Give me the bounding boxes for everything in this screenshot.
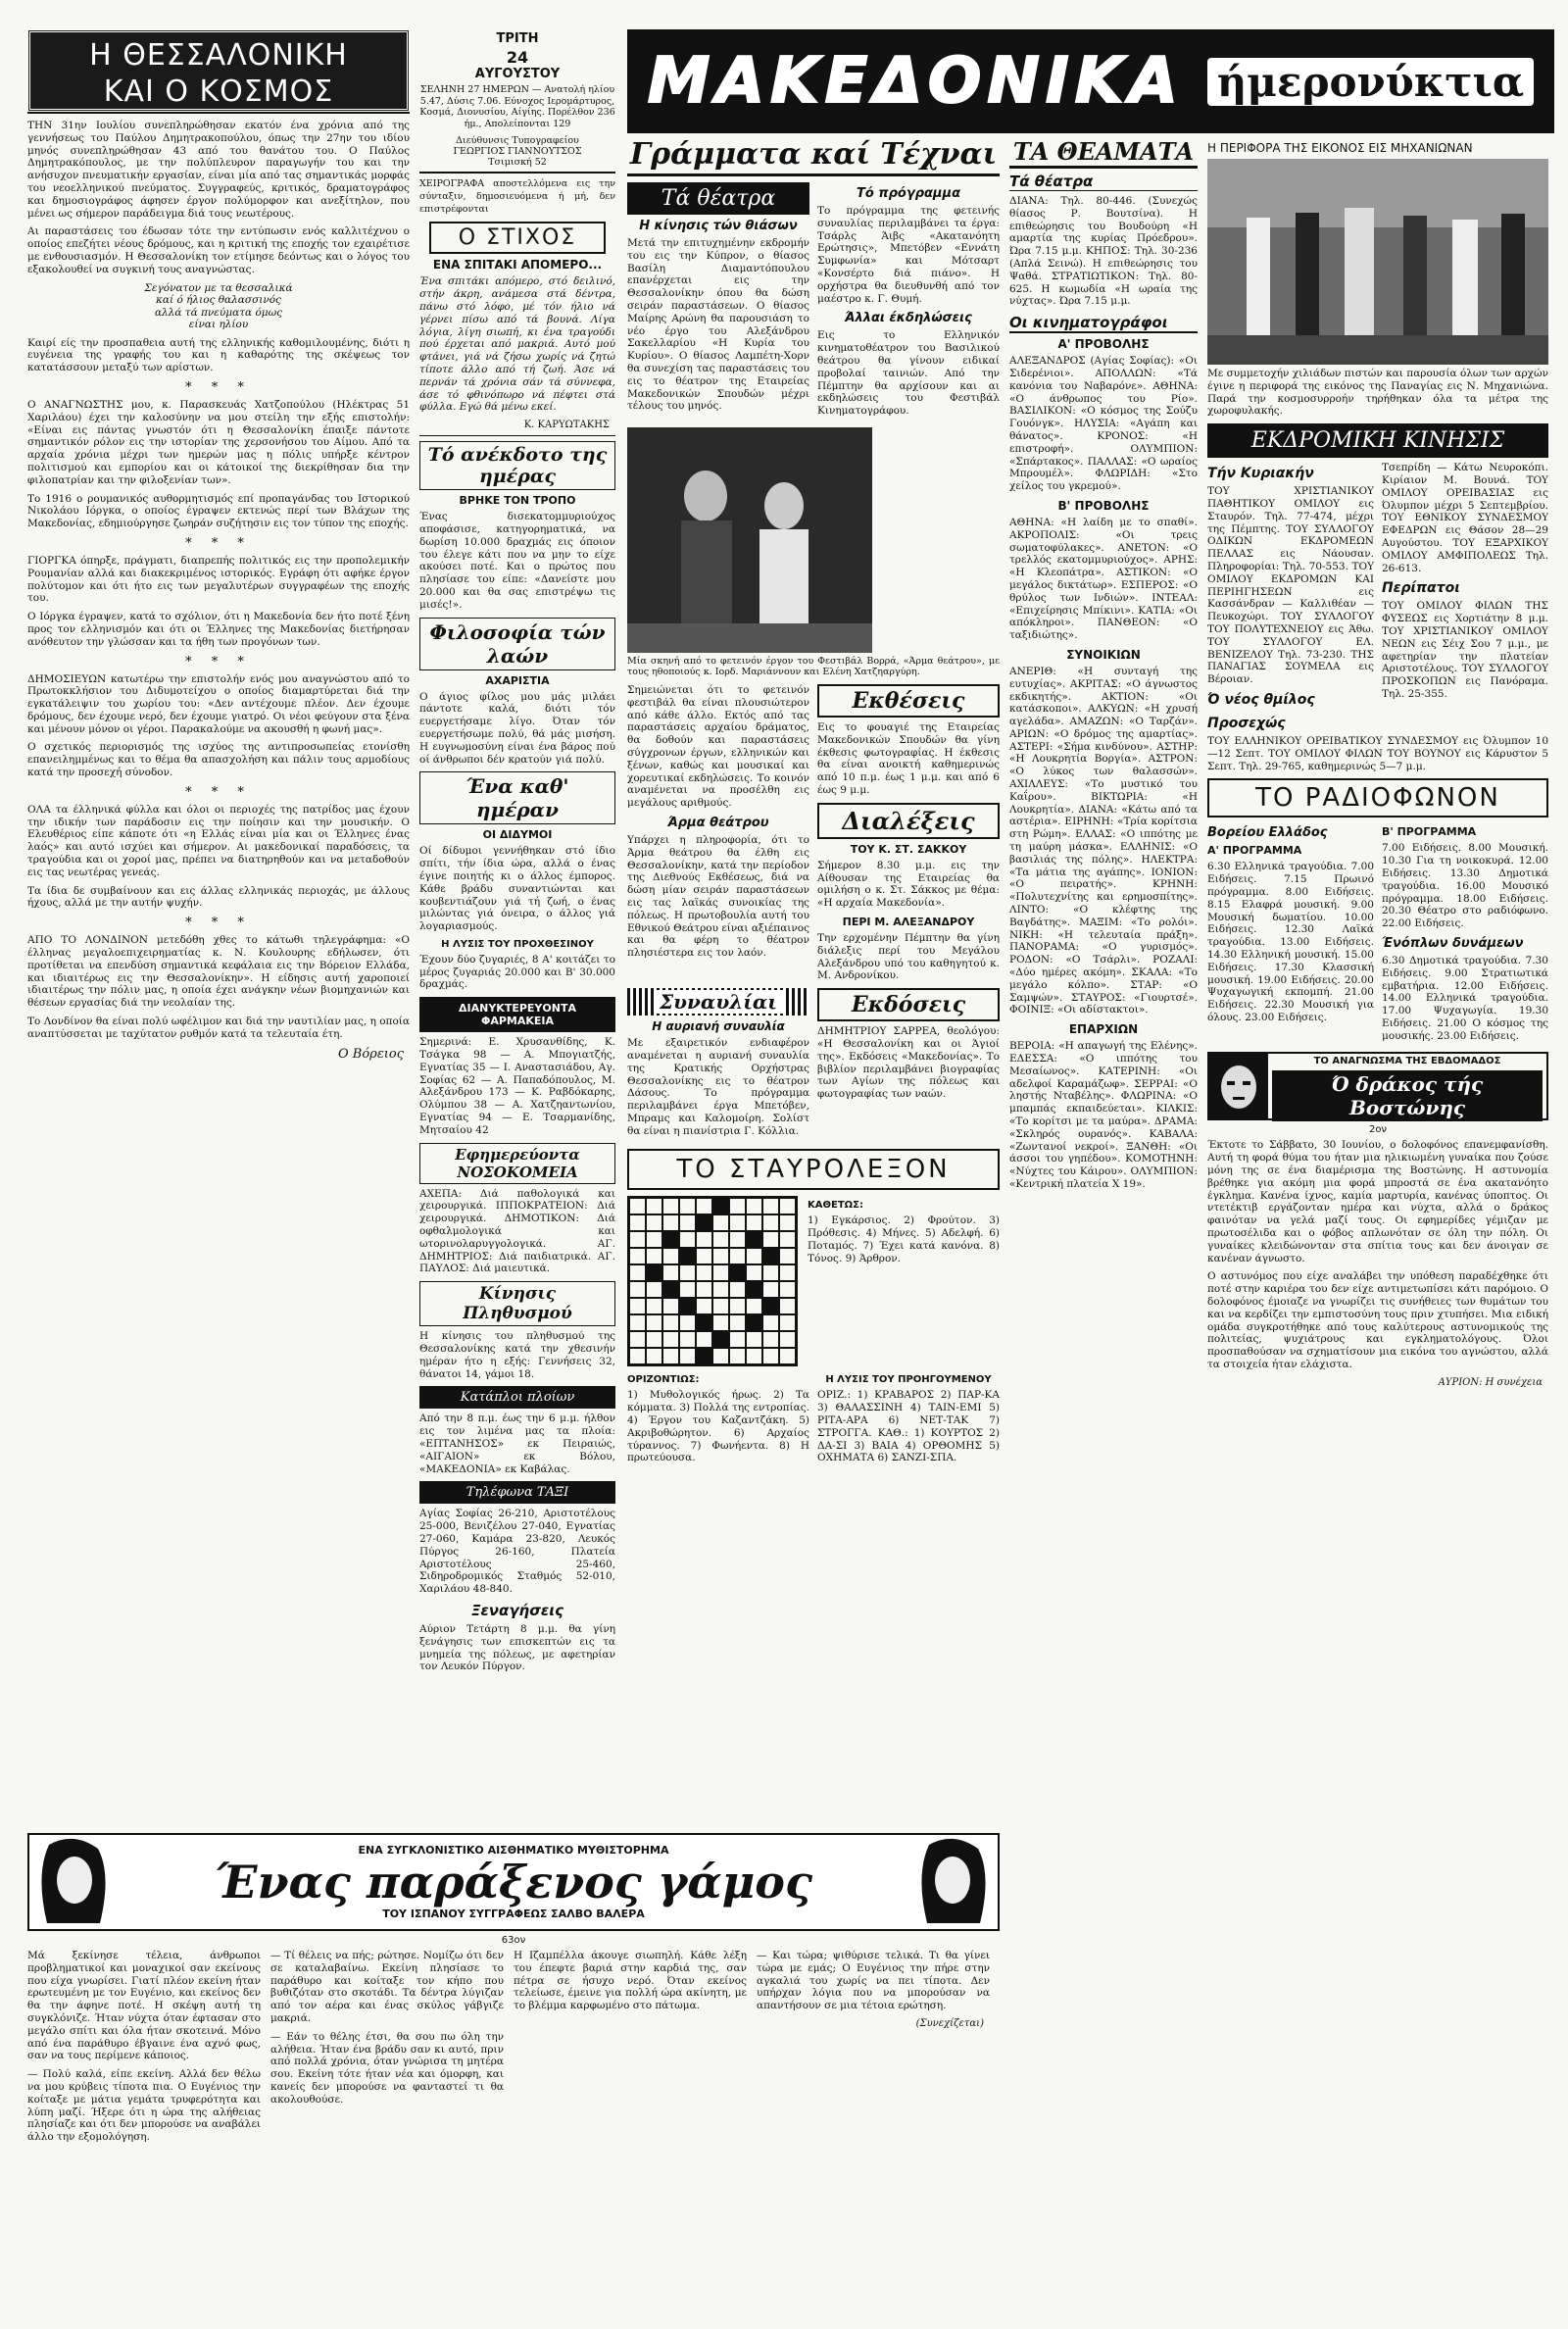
philosophy-subtitle: ΑΧΑΡΙΣΤΙΑ [485, 673, 550, 687]
crossword-cell[interactable] [762, 1214, 779, 1231]
crossword-cell[interactable] [662, 1298, 679, 1314]
crossword-cell[interactable] [646, 1281, 662, 1298]
concert-subtitle: Η αυριανή συναυλία [652, 1019, 785, 1034]
serial-paragraph: — Και τώρα; ψιθύρισε τελικά. Τι θα γίνει τώρα με εμάς; Ο Ευγένιος την πήρε στην αγκαλιά του χωρίς να πει τίποτα. Δεν υπήρχαν λόγια που να μπορούσαν να απαντήσουν σε μια τέτοια ερώτηση. [757, 1950, 990, 2012]
crossword-cell[interactable] [712, 1248, 729, 1264]
column-thessaloniki [27, 29, 410, 1823]
program-b-label: Β' ΠΡΟΓΡΑΜΜΑ [1382, 825, 1477, 839]
crossword-cell[interactable] [696, 1248, 712, 1264]
crossword-cell[interactable] [746, 1214, 762, 1231]
article-paragraph: ΤΗΝ 31ην Ιουλίου συνεπληρώθησαν εκατόν ένα χρόνια από της γεννήσεως του Παύλου Δημητρακοπούλου, όπως την 27ην του ιδίου μηνός συνεπληρώθησαν 43 από του θανάτου του. Ο Παύλος Δημητρακόπουλος, με την πολύπλευρον παραγωγήν του και την ανήσυχον πνευματικήν εργασίαν, είναι μία από τας σημαντικάς μορφάς του νεοελληνικού πνεύματος. Συγγραφεύς, κριτικός, δραματογράφος και δημοσιογράφος άφησεν έργον πολύμορφον και ανεξίτηλον, που μένει ως σήμερον παράδειγμα διά τους νεωτέρους. [27, 120, 410, 220]
crossword-cell[interactable] [712, 1298, 729, 1314]
troupes-title: Η κίνησις τών θιάσων [639, 219, 798, 233]
crossword-cell[interactable] [779, 1214, 796, 1231]
crossword-cell[interactable] [762, 1281, 779, 1298]
procession-illustration [1207, 159, 1548, 365]
taxi-header: Τηλέφωνα ΤΑΞΙ [419, 1481, 615, 1504]
section-separator: * * * [185, 916, 252, 931]
crossword-cell[interactable] [662, 1198, 679, 1214]
crossword-cell[interactable] [679, 1231, 696, 1248]
manuscripts-notice: ΧΕΙΡΟΓΡΑΦΑ αποστελλόμενα εις την σύνταξιν, δημοσιευόμενα ή μή, δεν επιστρέφονται [419, 178, 615, 215]
masthead-subtitle: ήμερονύκτια [1207, 58, 1534, 106]
theatre-scene-illustration [627, 427, 872, 653]
crossword-cell [679, 1248, 696, 1264]
woman-portrait-illustration [29, 1835, 118, 1929]
lectures-title: Διαλέξεις [817, 803, 1000, 839]
serial-paragraph: Η Ιζαμπέλλα άκουγε σιωπηλή. Κάθε λέξη του έπεφτε βαριά στην καρδιά της, σαν πέτρα σε ήσυχο νερό. Όταν εκείνος τελείωσε, έμεινε για πολλή ώρα ακίνητη, με το βλέμμα καρφωμένο στο πάτωμα. [514, 1950, 747, 2012]
across-label: ΟΡΙΖΟΝΤΙΩΣ: [627, 1374, 700, 1386]
column-region [1207, 137, 1548, 2294]
population-text: Η κίνησις του πληθυσμού της Θεσσαλονίκης κατά την χθεσινήν ημέραν ήτο η εξής: Γεννήσεις 32, θάνατοι 14, γάμοι 18. [419, 1330, 615, 1380]
crossword-cell[interactable] [679, 1264, 696, 1281]
ships-header: Κατάπλοι πλοίων [419, 1386, 615, 1409]
crossword-cell[interactable] [762, 1331, 779, 1348]
lecture-text: Σήμερον 8.30 μ.μ. εις την Αίθουσαν της Εταιρείας θα ομιλήση ο κ. Στ. Σάκκος με θέμα: «Η αρχαία Μακεδονία». [817, 859, 1000, 910]
article-paragraph: Ο ΑΝΑΓΝΩΣΤΗΣ μου, κ. Παρασκευάς Χατζοπούλου (Ηλέκτρας 51 Χαριλάου) έχει την καλοσύνην να μου στείλη την εξής επιστολήν: «Είναι εις πάντας γνωστόν ότι η Θεσσαλονίκη έπαιξε πάντοτε σημαντικόν ρόλον εις την ιστορίαν της χερσονήσου του Αίμου. Από τα αρχαία χρόνια μέχρι των ημερών μας η πόλις υπήρξε κέντρον πολιτισμού και εμπορίου και οι κάτοικοί της διεκρίθησαν δια την φιλοπατρίαν και την φιλοξενίαν των». [27, 398, 410, 486]
crossword-cell[interactable] [696, 1231, 712, 1248]
lecture-text: Την ερχομένην Πέμπτην θα γίνη διάλεξις περί του Μεγάλου Αλεξάνδρου υπό του καθηγητού κ. Μ. Ανδρονίκου. [817, 931, 1000, 982]
concert-text: Με εξαιρετικόν ενδιαφέρον αναμένεται η αυριανή συναυλία της Κρατικής Ορχήστρας Θεσσαλονίκης εις το θέατρον Δάσους. Το πρόγραμμα περιλαμβάνει έργα Μπετόβεν, Μπραμς και Καλομοίρη. Σολίστ θα είναι η πιανίστρια Γ. Κόλλια. [627, 1037, 809, 1137]
section-separator: * * * [185, 654, 252, 669]
crossword-cell[interactable] [762, 1264, 779, 1281]
crossword-cell[interactable] [662, 1214, 679, 1231]
crossword-cell[interactable] [629, 1348, 646, 1364]
crossword-cell [746, 1231, 762, 1248]
crossword-cell[interactable] [712, 1214, 729, 1231]
verse-line: Σεγόνατον με τα θεσσαλικά [144, 281, 293, 294]
tours-title: Ξεναγήσεις [470, 1601, 564, 1619]
article-paragraph: Ο Ιόργκα έγραψεν, κατά το σχόλιον, ότι η Μακεδονία δεν ήτο ποτέ ξένη προς τον ελληνισμόν και ότι οι Έλληνες της Μακεδονίας διετήρησαν ανόθευτον την γλώσσαν και τα ήθη των προγόνων των. [27, 611, 410, 648]
crossword-cell[interactable] [729, 1331, 746, 1348]
poem-author: Κ. ΚΑΡΥΩΤΑΚΗΣ [523, 420, 610, 431]
second-run-list: ΑΘΗΝΑ: «Η λαίδη με το σπαθί». ΑΚΡΟΠΟΛΙΣ: «Οι τρεις σωματοφύλακες». ΑΝΕΤΟΝ: «Ο τρελλός εκατομμυριούχος». ΑΡΗΣ: «Η Κλεοπάτρα». ΑΣΤΙΚΟΝ: «Ο μεγάλος δικτάτωρ». ΕΣΠΕΡΟΣ: «Ο θρύλος των Ινδιών». ΙΝΤΕΑΛ: «Επιχείρησις Μπίκινι». ΚΑΤΙΑ: «Οι απόκληροι». ΠΑΝΘΕΟΝ: «Ο ταξιδιώτης». [1009, 516, 1198, 642]
crossword-cell[interactable] [646, 1231, 662, 1248]
section-separator: * * * [185, 379, 252, 395]
serial-header-label: ΕΝΑ ΣΥΓΚΛΟΝΙΣΤΙΚΟ ΑΙΣΘΗΜΑΤΙΚΟ ΜΥΘΙΣΤΟΡΗΜΑ [358, 1844, 669, 1857]
article-paragraph: ΔΗΜΟΣΙΕΥΩΝ κατωτέρω την επιστολήν ενός μου αναγνώστου από το Πρωτοκκλήσιον του Διδυμοτείχου ο οποίος διαμαρτύρεται διά την εγκατάλειψιν του χωρίου του: «Δεν αντέχουμε πλέον. Δεν έχουμε δρόμους, δεν έχουμε νερό, δεν έχουμε γιατρό. Οι νέοι φεύγουν στα ξένα και μένουν μόνον οι γέροι. Παρακαλούμε να ακουσθή η φωνή μας». [27, 672, 410, 735]
crossword-cell[interactable] [629, 1331, 646, 1348]
crossword-cell[interactable] [679, 1214, 696, 1231]
crossword-cell[interactable] [746, 1248, 762, 1264]
upcoming-text: ΤΟΥ ΕΛΛΗΝΙΚΟΥ ΟΡΕΙΒΑΤΙΚΟΥ ΣΥΝΔΕΣΜΟΥ εις Όλυμπον 10—12 Σεπτ. ΤΟΥ ΟΜΙΛΟΥ ΦΙΛΩΝ ΤΟΥ ΒΟΥΝΟΥ εις Κάρυστον 5 Σεπτ. Τηλ. 29-765, καθημερινώς 5—7 μ.μ. [1207, 734, 1548, 772]
arma-text: Υπάρχει η πληροφορία, ότι το Άρμα θεάτρου θα έλθη εις Θεσσαλονίκην, κατά την περίοδον της Διεθνούς Εκθέσεως, διά να δώση μίαν σειράν παραστάσεων εις τας λαϊκάς συνοικίας της πόλεως. Η πρωτοβουλία αυτή του Εθνικού Θεάτρου είναι αξιέπαινος και θα φέρη το θέατρον πλησιέστερα εις τον λαόν. [627, 833, 809, 960]
crossword-cell [696, 1314, 712, 1331]
crossword-cell[interactable] [696, 1331, 712, 1348]
serial-paragraph: — Πολύ καλά, είπε εκείνη. Αλλά δεν θέλω να μου κρύβεις τίποτα πια. Ο Ευγένιος την κοίταξε με μάτια γεμάτα τρυφερότητα και λύπη μαζί. Ήξερε ότι η ώρα της αλήθειας πλησίαζε και ότι δεν μπορούσε να αναβάλει άλλο την εξομολόγηση. [27, 2068, 261, 2144]
crossword-cell [746, 1314, 762, 1331]
crossword-cell[interactable] [629, 1248, 646, 1264]
verse-line: αλλά τά πνεύματα όμως [154, 306, 283, 319]
crossword-header [627, 1149, 1000, 1190]
population-title: Κίνησις Πληθυσμού [419, 1281, 615, 1326]
section-separator: * * * [185, 784, 252, 800]
pharmacies-header: ΔΙΑΝΥΚΤΕΡΕΥΟΝΤΑ ΦΑΡΜΑΚΕΙΑ [419, 997, 615, 1032]
procession-title: Η ΠΕΡΙΦΟΡΑ ΤΗΣ ΕΙΚΟΝΟΣ ΕΙΣ ΜΗΧΑΝΙΩΝΑΝ [1207, 141, 1473, 155]
crossword-cell[interactable] [646, 1198, 662, 1214]
walks-text: ΤΟΥ ΟΜΙΛΟΥ ΦΙΛΩΝ ΤΗΣ ΦΥΣΕΩΣ εις Χορτιάτην 8 μ.μ. ΤΟΥ ΧΡΙΣΤΙΑΝΙΚΟΥ ΟΜΙΛΟΥ ΝΕΩΝ εις Σέιχ Σου 7 μ.μ., με αφετηρίαν την πλατείαν Αριστοτέλους. ΤΟΥ ΣΥΛΛΟΓΟΥ ΠΡΟΣΚΟΠΩΝ εις Πανόραμα. Τηλ. 25-355. [1382, 600, 1548, 700]
publications-text: ΔΗΜΗΤΡΙΟΥ ΣΑΡΡΕΑ, θεολόγου: «Η Θεσσαλονίκη και οι Άγιοί της». Εκδόσεις «Μακεδονίας». Το βιβλίον περιλαμβάνει βιογραφίας των Αγίων της πόλεως και φωτογραφίας των ναών. [817, 1025, 1000, 1101]
serial-title: Ό δράκος τής Βοστώνης [1272, 1070, 1543, 1121]
procession-caption: Με συμμετοχήν χιλιάδων πιστών και παρουσία όλων των αρχών έγινε η περιφορά της εικόνος της Παναγίας εις Ν. Μηχανιώνα. Παρά την κοσμοσυρροήν τηρήθηκαν όλα τα μέτρα της χωροφυλακής. [1207, 368, 1548, 418]
crossword-cell[interactable] [696, 1281, 712, 1298]
neighborhood-list: ΑΝΕΡΙΘ: «Η συνταγή της ευτυχίας». ΑΚΡΙΤΑΣ: «Ο άγνωστος εκδικητής». ΑΚΤΙΟΝ: «Οι κατάσκοποι». ΑΛΚΥΩΝ: «Η χρυσή αγελάδα». ΑΜΑΖΩΝ: «Ο Ταρζάν». ΑΡΙΩΝ: «Ο δρόμος της αμαρτίας». ΑΣΤΕΡΙ: «Σήμα κινδύνου». ΑΣΤΗΡ: «Η Λουκρητία Βοργία». ΑΣΤΡΟΝ: «Ο λύκος των θαλασσών». ΑΧΙΛΛΕΥΣ: «Το μυστικό του Καΐρου». ΒΙΚΤΩΡΙΑ: «Η Λουκρητία». ΔΙΑΝΑ: «Κάτω από τα αστέρια». ΕΙΡΗΝΗ: «Τρία κορίτσια στη Ρώμη». ΕΛΛΑΣ: «Ο ιππότης με τη μαύρη μάσκα». ΕΛΛΗΝΙΣ: «Ο βασιλιάς της πόλης». ΗΛΕΚΤΡΑ: «Τα μάτια της αγάπης». ΙΟΝΙΟΝ: «Ο πειρατής». ΚΡΗΝΗ: «Πολυτεχνίτης και ερημοσπίτης». ΛΙΝΤΟ: «Ο κλέφτης της Βαγδάτης». ΜΑΞΙΜ: «Το ρολόι». ΝΙΚΗ: «Η τελευταία πράξη». ΠΑΝΟΡΑΜΑ: «Ο γυρισμός». ΡΟΔΟΝ: «Ο Τσάρλι». ΡΟΖΑΛΙ: «Δύο ημέρες ακόμη». ΣΚΑΛΑ: «Το μεγάλο κόλπο». ΣΤΑΡ: «Ο Σαμψών». ΣΤΑΥΡΟΣ: «Γιουρτσέ». ΦΟΙΝΙΞ: «Οι αδίστακτοι». [1009, 665, 1198, 1016]
crossword-solution-title: Η ΛΥΣΙΣ ΤΟΥ ΠΡΟΗΓΟΥΜΕΝΟΥ [825, 1374, 992, 1386]
program-a-label: Α' ΠΡΟΓΡΑΜΜΑ [1207, 844, 1302, 858]
date-day-number: 24 [506, 48, 529, 67]
daily-title: Ένα καθ' ημέραν [419, 771, 615, 824]
crossword-cell[interactable] [629, 1298, 646, 1314]
crossword-cell [696, 1214, 712, 1231]
article-paragraph: ΑΠΟ ΤΟ ΛΟΝΔΙΝΟΝ μετεδόθη χθες το κάτωθι τηλεγράφημα: «Ο έλληνας μεγαλοεπιχειρηματίας κ. Ν. Κουλουρης εδήλωσεν, ότι προτίθεται να επενδύση σημαντικά κεφάλαια εις την Βόρειον Ελλάδα, και ιδιαιτέρως εις την Θεσσαλονίκην». Η είδησις αυτή χαροποιεί ιδιαιτέρως την πόλιν μας, η οποία έχει ανάγκην νέων βιομηχανιών και θέσεων εργασίας διά την νεολαίαν της. [27, 934, 410, 1010]
first-run-label: Α' ΠΡΟΒΟΛΗΣ [1057, 337, 1150, 352]
crossword-cell[interactable] [646, 1214, 662, 1231]
radio-region: Βορείου Ελλάδος [1207, 825, 1328, 841]
printer-name: ΓΕΩΡΓΙΟΣ ΓΙΑΝΝΟΥΤΣΟΣ [453, 146, 582, 157]
exhibitions-text: Εις το φουαγιέ της Εταιρείας Μακεδονικών Σπουδών θα γίνη έκθεσις φωτογραφίας. Η έκθεσις θα είναι ανοικτή καθημερινώς από 10 π.μ. έως 1 μ.μ. και από 6 έως 9 μ.μ. [817, 720, 1000, 796]
crossword-cell[interactable] [746, 1264, 762, 1281]
crossword-title: ΤΟ ΣΤΑΥΡΟΛΕΞΟΝ [676, 1155, 951, 1185]
crossword-solution: ΟΡΙΖ.: 1) ΚΡΑΒΑΡΟΣ 2) ΠΑΡ-ΚΑ 3) ΘΑΛΑΣΣΙΝΗ 4) ΤΑΙΝ-ΕΜΙ 5) ΡΙΤΑ-ΑΡΑ 6) ΝΕΤ-ΤΑΚ 7) ΣΤΡΟΓΓΑ. ΚΑΘ.: 1) ΚΟΥΡΤΟΣ 2) ΔΑ-ΣΙ 3) ΒΑΙΑ 4) ΟΡΘΟΜΗΣ 5) ΟΧΗΜΑΤΑ 6) ΣΑΝΖΙ-ΣΠΑ. [817, 1389, 1000, 1464]
article-paragraph: Τα ίδια δε συμβαίνουν και εις άλλας ελληνικάς περιοχάς, με άλλους ήχους, αλλά με την αυτήν ψυχήν. [27, 884, 410, 910]
philosophy-text: Ο άγιος φίλος μου μάς μιλάει πάντοτε καλά, διότι τόν ευεργετήσαμε λίγο. Όταν τόν ευεργετήσωμε πολύ, θά μάς μισήση. Η ευγνωμοσύνη είναι ένα βάρος πού οί άνθρωποι δέν κρατούν γιά πολύ. [419, 690, 615, 766]
masthead-title: ΜΑΚΕΔΟΝΙΚΑ [647, 45, 1184, 118]
crossword-cell[interactable] [629, 1214, 646, 1231]
crossword-cell [712, 1198, 729, 1214]
crossword-cell[interactable] [712, 1314, 729, 1331]
theatre-label: Τά θέατρα [627, 182, 809, 215]
procession-photo [1207, 159, 1548, 365]
sunday-text-continued: Τσεπρίδη — Κάτω Νευροκόπι. Κιρίαιον Μ. Βουνά. ΤΟΥ ΟΜΙΛΟΥ ΟΡΕΙΒΑΣΙΑΣ εις Όλυμπον μέχρι 5 Σεπτεμβρίου. ΤΟΥ ΕΘΝΙΚΟΥ ΣΥΝΔΕΣΜΟΥ ΕΦΕΔΡΩΝ εις Θάσον 28—29 Αυγούστου. ΤΟΥ ΕΞΑΡΧΙΚΟΥ ΟΜΙΛΟΥ ΑΜΦΙΠΟΛΕΩΣ Τηλ. 26-613. [1382, 462, 1548, 574]
article-paragraph: Το 1916 ο ρουμανικός αυθορμητισμός επί προπαγάνδας του Ιστορικού Νικολάου Ιόργκα, ο οποίος έγραψεν εκτενώς περί των Βλάχων της Μακεδονίας, εδημιούργησε ζωηράν συζήτησιν εις τον τύπον της εποχής. [27, 492, 410, 530]
stixos-title: Ο ΣΤΙΧΟΣ [458, 225, 577, 251]
crossword-cell [696, 1348, 712, 1364]
date-month: ΑΥΓΟΥΣΤΟΥ [474, 67, 561, 81]
crossword-cell [679, 1298, 696, 1314]
crossword-cell[interactable] [662, 1248, 679, 1264]
solution-title: Η ΛΥΣΙΣ ΤΟΥ ΠΡΟΧΘΕΣΙΝΟΥ [441, 938, 594, 950]
crossword-cell[interactable] [629, 1231, 646, 1248]
date-weekday: ΤΡΙΤΗ [496, 31, 539, 46]
author-signature: Ο Βόρειος [338, 1046, 404, 1062]
serial-author: ΤΟΥ ΙΣΠΑΝΟΥ ΣΥΓΓΡΑΦΕΩΣ ΣΑΛΒΟ ΒΑΛΕΡΑ [382, 1908, 645, 1920]
neighborhood-label: ΣΥΝΟΙΚΙΩΝ [1066, 647, 1141, 662]
crossword-cell[interactable] [762, 1231, 779, 1248]
anecdote-title: Τό ανέκδοτο της ημέρας [419, 441, 615, 490]
column-daily-info [419, 29, 615, 1823]
crossword-cell[interactable] [679, 1281, 696, 1298]
article-paragraph: Το Λονδίνον θα είναι πολύ ωφέλιμον και διά την ναυτιλίαν μας, η οποία αναπτύσσεται με ταχύτατον ρυθμόν κατά τα τελευταία έτη. [27, 1016, 410, 1040]
printer-label: Διεύθυνσις Τυπογραφείου [456, 135, 579, 146]
concerts-title-text: Συναυλίαι [654, 990, 783, 1014]
lecture-subtitle: ΠΕΡΙ Μ. ΑΛΕΞΑΝΔΡΟΥ [842, 915, 975, 928]
taxi-text: Αγίας Σοφίας 26-210, Αριστοτέλους 25-000, Βενιζέλου 27-040, Εγνατίας 27-060, Καμάρα 23-820, Λευκός Πύργος 26-160, Πλατεία Αριστοτέλους 25-460, Σιδηροδρομικός Σταθμός 52-010, Χαριλάου 48-840. [419, 1508, 615, 1596]
serial-banner [27, 1833, 1000, 1931]
article-paragraph: Αι παραστάσεις του έδωσαν τότε την εντύπωσιν ενός καλλιτέχνου ο οποίος επεζήτει νέους δρόμους, και η κριτική της εποχής τον εχαιρέτισε με ενθουσιασμόν. Η Θεσσαλονίκη τον ετίμησε δεόντως και ο λόγος του εξακολουθεί να συγκινή τους αναγνώστας. [27, 225, 410, 275]
other-events-title: Άλλαι έκδηλώσεις [845, 311, 972, 326]
crossword-cell [662, 1231, 679, 1248]
crossword-cell [712, 1331, 729, 1348]
crossword-cell[interactable] [646, 1314, 662, 1331]
theatres-list: ΔΙΑΝΑ: Τηλ. 80-446. (Συνεχώς θίασος Ρ. Βουτσίνα). Η επιθεώρησις του Βουδούρη «Η αμαρτία της κυρίας Πρόεδρου». Ώρα 7.15 μ.μ. ΚΗΠΟΣ: Τηλ. 30-236 (Απλά Σεινώ). Η επιθεώρησις του Ψαθά. ΣΤΡΑΤΙΩΤΙΚΟΝ: Τηλ. 80-625. Η κωμωδία «Η ωραία της νύχτας». Ώρα 7.15 μ.μ. [1009, 195, 1198, 308]
anecdote-subtitle: ΒΡΗΚΕ ΤΟΝ ΤΡΟΠΟ [459, 494, 576, 508]
ships-text: Από την 8 π.μ. έως την 6 μ.μ. ήλθον εις τον λιμένα μας τα πλοία: «ΕΠΤΑΝΗΣΟΣ» εκ Πειραιώς, «ΑΙΓΑΙΟΝ» εκ Βόλου, «ΜΑΚΕΔΟΝΙΑ» εκ Καβάλας. [419, 1412, 615, 1475]
crossword-cell[interactable] [779, 1231, 796, 1248]
crossword-cell[interactable] [779, 1348, 796, 1364]
crossword-cell[interactable] [779, 1198, 796, 1214]
crossword-cell[interactable] [712, 1231, 729, 1248]
upcoming-label: Προσεχώς [1207, 715, 1286, 731]
stixos-subtitle: ΕΝΑ ΣΠΙΤΑΚΙ ΑΠΟΜΕΡΟ... [432, 258, 603, 273]
crossword-cell[interactable] [646, 1298, 662, 1314]
crossword-cell[interactable] [646, 1248, 662, 1264]
program-a-text: 6.30 Ελληνικά τραγούδια. 7.00 Ειδήσεις. 7.15 Πρωινό πρόγραμμα. 8.00 Ειδήσεις. 8.15 Ελαφρά μουσική. 9.00 Μουσική δωματίου. 10.00 Ειδήσεις. 12.30 Λαϊκά τραγούδια. 13.00 Ειδήσεις. 14.30 Ελληνική μουσική. 15.00 Ειδήσεις. 17.30 Κλασσική μουσική. 19.00 Ειδήσεις. 20.00 Ψυχαγωγική εκπομπή. 21.00 Ειδήσεις. 22.30 Μουσική για όλους. 23.00 Ειδήσεις. [1207, 861, 1374, 1023]
crossword-cell[interactable] [729, 1198, 746, 1214]
date-details: ΣΕΛΗΝΗ 27 ΗΜΕΡΩΝ — Ανατολή ηλίου 5.47, Δύσις 7.06. Εύνοχος Ιερομάρτυρος, Κοσμά, Διονυσίου, Αίγίης. Πορέλθον 236 ήμ., Απολείπονται 129 [419, 84, 615, 129]
verse-line: είναι ηλίου [188, 319, 249, 331]
tours-text: Αύριον Τετάρτη 8 μ.μ. θα γίνη ξενάγησις των επισκεπτών εις τα μνημεία της πόλεως, με αφετηρίαν τον Λευκόν Πύργον. [419, 1622, 615, 1673]
crossword-cell[interactable] [629, 1281, 646, 1298]
crossword-cell[interactable] [629, 1314, 646, 1331]
crossword-cell[interactable] [696, 1298, 712, 1314]
article-paragraph: Ο σχετικός περιορισμός της ισχύος της αντιπροσωπείας ετονίσθη επανειλημμένως και το θέμα θα απασχολήση και πάλιν τους αρμοδίους κατά την προσεχή σύνοδον. [27, 741, 410, 779]
serial-text: Ο αστυνόμος που είχε αναλάβει την υπόθεση παραδέχθηκε ότι ποτέ στην καριέρα του δεν είχε αντιμετωπίσει κάτι παρόμοιο. Ο δολοφόνος έμοιαζε να γνωρίζει τις συνήθειες των θυμάτων του και να κερδίζει την εμπιστοσύνη τους πριν χτυπήσει. Μια ειδική ομάδα συγκροτήθηκε από τους καλύτερους αστυνομικούς της πολιτείας, ψυχιάτρους και εγκληματολόγους. Όλοι προσπαθούσαν να σχηματίσουν μια εικόνα του αγνώστου, αλλά τα στοιχεία ήταν ελάχιστα. [1207, 1270, 1548, 1371]
crossword-cell[interactable] [746, 1298, 762, 1314]
exhibitions-title: Εκθέσεις [817, 684, 1000, 718]
lecture-subtitle: ΤΟΥ Κ. ΣΤ. ΣΑΚΚΟΥ [850, 842, 967, 856]
crossword-cell[interactable] [662, 1331, 679, 1348]
daily-text: Οί δίδυμοι γεννήθηκαν στό ίδιο σπίτι, τήν ίδια ώρα, αλλά ο ένας έγινε ποιητής κι ο άλλος έμπορος. Κάθε βράδυ συναντιώνται και κουβεντιάζουν γιά τή ζωή, ο ένας μιλώντας γιά όνειρα, ο άλλος γιά λογαριασμούς. [419, 845, 615, 933]
crossword-cell[interactable] [646, 1348, 662, 1364]
crossword-cell[interactable] [779, 1248, 796, 1264]
crossword-cell[interactable] [679, 1314, 696, 1331]
new-club-label: Ό νέος θμίλος [1207, 691, 1315, 708]
crossword-cell[interactable] [729, 1314, 746, 1331]
stixos-header [429, 222, 606, 254]
philosophy-title: Φιλοσοφία τών λαών [419, 618, 615, 670]
serial-paragraph: — Εάν το θέλης έτσι, θα σου πω όλη την αλήθεια. Ήταν ένα βράδυ σαν κι αυτό, πριν από πολλά χρόνια, όταν γνώρισα τη μητέρα σου. Εκείνη τότε ήταν νέα και όμορφη, και κανείς δεν μπορούσε να φανταστεί τι θα ακολουθούσε. [270, 2030, 504, 2106]
hospitals-title: Εφημερεύοντα ΝΟΣΟΚΟΜΕΙΑ [419, 1143, 615, 1184]
shows-title: ΤΑ ΘΕΑΜΑΤΑ [1009, 137, 1198, 169]
crossword-cell [646, 1264, 662, 1281]
crossword-cell[interactable] [679, 1348, 696, 1364]
crossword-cell[interactable] [779, 1281, 796, 1298]
printer-address: Τσιμισκή 52 [488, 157, 547, 168]
radio-header [1207, 778, 1548, 818]
crossword-cell[interactable] [729, 1231, 746, 1248]
weekly-reading-label: ΤΟ ΑΝΑΓΝΩΣΜΑ ΤΗΣ ΕΒΔΟΜΑΔΟΣ [1313, 1055, 1501, 1066]
main-masthead [627, 29, 1554, 133]
crossword-cell[interactable] [779, 1314, 796, 1331]
serial-title: Ένας παράξενος γάμος [215, 1856, 812, 1908]
crossword-cell[interactable] [662, 1314, 679, 1331]
publications-title: Εκδόσεις [817, 988, 1000, 1021]
episode-number: 2ον [1368, 1124, 1388, 1136]
crossword-cell [746, 1281, 762, 1298]
crossword-cell [762, 1298, 779, 1314]
crossword-cell[interactable] [729, 1281, 746, 1298]
concerts-title [627, 988, 809, 1016]
program-text: Το πρόγραμμα της φετεινής συναυλίας περιλαμβάνει τα έργα: Τσάρλς Άιβς «Ακατανόητη Ερώτησις», Μπετόβεν «Εννάτη Συμφωνία» και Μότσαρτ «Κονσέρτο διά πιάνο». Η ορχήστρα θα διευθυνθή από τον μαέστρο κ. Γ. Θυμή. [817, 205, 1000, 305]
anecdote-text: Ένας δισεκατομμυριούχος αποφάσισε, κατηγορηματικά, να δωρίση 10.000 δραχμάς εις όποιον του έλεγε κάτι που να μην το είχε ακούσει ποτέ. Και ο πρώτος που πλησίασε του είπε: «Δανείστε μου 20.000 και θα σας επιστρέψω τις μισές!». [419, 511, 615, 611]
photo-caption: Μία σκηνή από το φετεινόν έργον του Φεστιβάλ Βορρά, «Άρμα θεάτρου», με τους ηθοποιούς κ. Ιορδ. Μαριάννουν και Ελένη Χατζηαργύρη. [627, 655, 1000, 678]
crossword-cell[interactable] [762, 1314, 779, 1331]
sunday-text: ΤΟΥ ΧΡΙΣΤΙΑΝΙΚΟΥ ΠΑΘΗΤΙΚΟΥ ΟΜΙΛΟΥ εις Σταυρόν. Τηλ. 77-474, μέχρι της Πέμπτης. ΤΟΥ ΣΥΛΛΟΓΟΥ ΟΔΙΚΩΝ ΕΚΔΡΟΜΕΩΝ ΠΕΛΛΑΣ εις Νάουσαν. Πληροφορίαι: Τηλ. 70-553. ΤΟΥ ΟΜΙΛΟΥ ΕΚΔΡΟΜΩΝ ΚΑΙ ΠΕΡΙΗΓΗΣΕΩΝ εις Κασσάνδραν — Καλλιθέαν — Πευκοχώρι. ΤΟΥ ΣΥΛΛΟΓΟΥ ΤΟΥ ΠΟΛΥΤΕΧΝΕΙΟΥ εις Άθω. ΤΟΥ ΣΥΛΛΟΓΟΥ ΕΛ. ΒΕΝΙΖΕΛΟΥ Τηλ. 73-230. ΤΗΣ ΠΑΝΑΓΙΑΣ ΣΟΥΜΕΛΑ εις Βέροιαν. [1207, 485, 1374, 686]
arma-title: Άρμα θεάτρου [667, 815, 769, 830]
section-title-line1: Η ΘΕΣΣΑΛΟΝΙΚΗ [89, 38, 348, 73]
article-paragraph: ΟΛΑ τα έλληνικά φύλλα και όλοι οι περιοχές της πατρίδος μας έχουν την ιδικήν των παράδοσιν εις την ποίησιν και την μουσικήν. Ο Ελευθέριος είπε κάποτε ότι «η Ελλάς είναι μία και οι Έλληνες ένας λαός» και αυτό ισχύει και σήμερον. Αι μακεδονικαί παραδόσεις, τα τραγούδια και οι χοροί μας, πρέπει να διατηρηθούν και να μεταδοθούν εις τας νεωτέρας γενεάς. [27, 803, 410, 878]
crossword-cell[interactable] [662, 1264, 679, 1281]
column-arts [627, 137, 1000, 1823]
crossword-grid[interactable] [627, 1196, 798, 1366]
verse-line: καί ό ήλιος θαλασσινός [156, 294, 281, 307]
crossword-cell[interactable] [729, 1214, 746, 1231]
second-run-label: Β' ΠΡΟΒΟΛΗΣ [1057, 498, 1150, 513]
hospitals-text: ΑΧΕΠΑ: Διά παθολογικά και χειρουργικά. ΙΠΠΟΚΡΑΤΕΙΟΝ: Διά χειρουργικά. ΔΗΜΟΤΙΚΟΝ: Διά οφθαλμολογικά και ωτορινολαρυγγολογικά. ΑΓ. ΔΗΜΗΤΡΙΟΣ: Διά παιδιατρικά. ΑΓ. ΠΑΥΛΟΣ: Διά μαιευτικά. [419, 1187, 615, 1275]
article-paragraph: Καιρί είς την προσπαθεια αυτή της ελληνικής καθομιλουμένης, διότι η ευγένεια της γραφής του και η καθαρότης της σκέψεως τον κατατάσσουν μεταξύ των αρίστων. [27, 336, 410, 374]
provinces-label: ΕΠΑΡΧΙΩΝ [1068, 1022, 1139, 1037]
poem-text: Ένα σπιτάκι απόμερο, στό δειλινό, στήν άκρη, ανάμεσα στά δέντρα, πάνω στό λόφο, μέ τόν ήλιο νά γέρνει πίσω από τά βουνά. Λίγα λόγια, λίγη σιωπή, κι ένα τραγούδι πού έρχεται από μακριά. Αυτό μού φτάνει, γιά νά ζήσω χωρίς νά ζητώ τίποτε άλλο από τή ζωή. Άσε νά περνάν τά χρόνια σάν τά σύννεφα, άσε τό φθινόπωρο νά πέφτει στά φύλλα. Εγώ θά μένω εκεί. [419, 275, 615, 414]
serial-paragraph: — Τί θέλεις να πής; ρώτησε. Νομίζω ότι δεν σε καταλαβαίνω. Εκείνη πλησίασε το παράθυρο και κοίταξε τον κήπο που βυθιζόταν στο σκοτάδι. Τα δέντρα λύγιζαν από τον αέρα και ένας σκύλος γάβγιζε μακριά. [270, 1950, 504, 2024]
section-separator: * * * [185, 535, 252, 551]
crossword-cell[interactable] [646, 1331, 662, 1348]
crossword-cell[interactable] [696, 1264, 712, 1281]
serial-comic-header [1207, 1052, 1548, 1120]
crossword-cell [729, 1264, 746, 1281]
crossword-cell[interactable] [779, 1331, 796, 1348]
other-events-text: Εις το Ελληνικόν κινηματοθέατρον του Βασιλικού θεάτρου θα γίνουν ειδικαί προβολαί ταινιών. Από την Πέμπτην θα αρχίσουν και αι εκδηλώσεις του Φεστιβάλ Κινηματογράφου. [817, 329, 1000, 418]
article-paragraph: ΓΙΟΡΓΚΑ όπηρξε, πράγματι, διαπρεπής πολιτικός εις την προπολεμικήν Ρουμανίαν αλλά και διακεκριμένος ιστορικός. Εγράφη ότι αφήκε έργον πολύτομον και ότι ήτο εις των μεγαλυτέρων συγγραφέων της εποχής του. [27, 554, 410, 605]
provinces-list: ΒΕΡΟΙΑ: «Η απαγωγή της Ελένης». ΕΔΕΣΣΑ: «Ο ιππότης του Μεσαίωνος». ΚΑΤΕΡΙΝΗ: «Οι αδελφοί Καραμάζωφ». ΣΕΡΡΑΙ: «Ο ληστής Νταβέλης». ΦΛΩΡΙΝΑ: «Ο μπαμπάς εκπαιδεύεται». ΚΙΛΚΙΣ: «Το κορίτσι με τα μαύρα». ΔΡΑΜΑ: «Σκληρός ουρανός». ΚΑΒΑΛΑ: «Ζωντανοί νεκροί». ΞΑΝΘΗ: «Οι άσσοι του γηπέδου». ΚΟΜΟΤΗΝΗ: «Νύχτες του Κάιρου». ΟΛΥΜΠΙΟΝ: «Κεντρική πλατεία Χ 19». [1009, 1040, 1198, 1190]
festival-text: Σημειώνεται ότι το φετεινόν φεστιβάλ θα είναι πλουσιώτερον από κάθε άλλο. Εκτός από τας παραστάσεις αρχαίου δράματος, θα δοθούν και παραστάσεις σύγχρονων έργων, ελληνικών και ξένων, καθώς και μουσικαί και χορευτικαί εκδηλώσεις. Το κοινόν αναμένεται να προσέλθη εις μεγάλους αριθμούς. [627, 683, 809, 810]
date-box [419, 31, 615, 173]
crossword-cell [762, 1248, 779, 1264]
crossword-cell[interactable] [712, 1264, 729, 1281]
theatre-photo [627, 427, 872, 653]
program-title: Τό πρόγραμμα [857, 186, 960, 201]
section-header-thessaloniki [27, 29, 410, 112]
crossword-cell[interactable] [762, 1348, 779, 1364]
pharmacies-list: Σημερινά: Ε. Χρυσανθίδης, Κ. Τσάγκα 98 — Α. Μπογιατζής, Εγνατίας 35 — Ι. Αναστασιάδου, Αγ. Σοφίας 62 — Α. Παπαδόπουλος, Μ. Αλεξάνδρου 173 — Κ. Ραβδόκαρης, Ολύμπου 38 — Α. Χατζηαντωνίου, Εγνατίας 94 — Ε. Τσαρμανίδης, Μητσαίου 42 [419, 1036, 615, 1136]
troupes-text: Μετά την επιτυχημένην εκδρομήν του εις την Κύπρον, ο θίασος Βασίλη Διαμαντόπουλου επανέρχεται εις την Θεσσαλονίκην όπου θα δώση σειράν παραστάσεων. Ο θίασος Μαίρης Αρώνη θα παρουσιάση το νέο έργο του Αλεξάνδρου Σακελλαρίου «Η Κυρία του Κυρίου». Ο θίασος Λαμπέτη-Χορν θα συνεχίση τας παραστάσεις του εις το θέατρον της Εταιρείας Μακεδονικών Σπουδών μέχρι τέλους του μηνός. [627, 237, 809, 413]
crossword-cell[interactable] [746, 1348, 762, 1364]
theatres-label: Τά θέατρα [1009, 173, 1198, 191]
crossword-cell[interactable] [729, 1348, 746, 1364]
crossword-cell[interactable] [746, 1198, 762, 1214]
down-label: ΚΑΘΕΤΩΣ: [808, 1200, 863, 1212]
face-illustration-icon [1209, 1054, 1268, 1118]
crossword-cell[interactable] [679, 1198, 696, 1214]
crossword-cell[interactable] [662, 1348, 679, 1364]
crossword-cell[interactable] [712, 1281, 729, 1298]
serial-text: Έκτοτε το Σάββατο, 30 Ιουνίου, ο δολοφόνος επανεμφανίσθη. Αυτή τη φορά θύμα του ήταν μια ηλικιωμένη γυναίκα που ζούσε μόνη της σε ένα διαμέρισμα της Βοστώνης. Η αστυνομία βρέθηκε για ακόμη μια φορά μπροστά σε ένα ακατανόητο έγκλημα. Κανένα ίχνος, καμία μαρτυρία, κανένας ύποπτος. Οι ντετέκτιβ εργάζονταν ημέρα και νύχτα, αλλά ο δράκος φαινόταν να γελά μαζί τους. Οι εφημερίδες γέμιζαν με πρωτοσέλιδα και ο φόβος απλωνόταν σε όλη την πόλη. Οι γυναίκες κλειδώνονταν στα σπίτια τους και δεν άνοιγαν σε κανέναν άγνωστο. [1207, 1139, 1548, 1264]
first-run-list: ΑΛΕΞΑΝΔΡΟΣ (Αγίας Σοφίας): «Οι Σιδερένιοι». ΑΠΟΛΛΩΝ: «Τά κανόνια του Ναβαρόνε». ΑΘΗΝΑ: «Ο άνθρωπος του Ρίο». ΒΑΣΙΛΙΚΟΝ: «Ο κόσμος της Σούζυ Γουόνγκ». ΗΛΥΣΙΑ: «Αγάπη και θάνατος». ΚΡΟΝΟΣ: «Η επιστροφή». ΟΛΥΜΠΙΟΝ: «Σπάρτακος». ΠΑΛΛΑΣ: «Ο ωραίος Μπρουμέλ». ΦΛΩΡΙΔΗ: «Στο χείλος του γκρεμού». [1009, 355, 1198, 493]
crossword-cell[interactable] [762, 1198, 779, 1214]
verse-block [27, 282, 410, 331]
crossword-cell[interactable] [679, 1331, 696, 1348]
program-b-text: 7.00 Ειδήσεις. 8.00 Μουσική. 10.30 Για τη νοικοκυρά. 12.00 Ειδήσεις. 13.30 Δημοτικά τραγούδια. 16.00 Μουσικό πρόγραμμα. 18.00 Ειδήσεις. 20.30 Θέατρο στο ραδιόφωνο. 22.00 Ειδήσεις. [1382, 842, 1548, 930]
crossword-cell[interactable] [696, 1198, 712, 1214]
radio-title: ΤΟ ΡΑΔΙΟΦΩΝΟΝ [1255, 783, 1500, 814]
cinemas-title: Οι κινηματογράφοι [1009, 314, 1198, 333]
crossword-cell[interactable] [712, 1348, 729, 1364]
column-shows [1009, 137, 1198, 2294]
serial-paragraph: Μά ξεκίνησε τέλεια, άνθρωποι προβληματικοί και μοναχικοί σαν εκείνους που είχα γνωρίσει. Γιατί πλέον εκείνη ήταν ερωτευμένη με τον Ευγένιο, και εκείνος δεν θα την άφηνε ποτέ. Η σκέψη αυτή τη συγκλόνιζε. Ήταν νύχτα όταν έφτασαν στο μεγάλο σπίτι και όλα ήταν σκοτεινά. Μόνο από ένα παράθυρο έβγαινε ένα αχνό φως, σαν να τους περίμενε κάποιος. [27, 1950, 261, 2062]
crossword-cell[interactable] [729, 1298, 746, 1314]
armed-forces-label: Ένόπλων δυνάμεων [1382, 935, 1524, 951]
crossword-cell [662, 1281, 679, 1298]
woman-portrait-illustration [909, 1835, 998, 1929]
across-clues: 1) Μυθολογικός ήρως. 2) Τα κόμματα. 3) Πολλά της εντροπίας. 4) Έργον του Καζαντζάκη. 5) Ακριβοθώρητον. 6) Αρχαίος τύραννος. 7) Φωνήεντα. 8) Η πρωτεύουσα. [627, 1389, 809, 1464]
crossword-cell[interactable] [729, 1248, 746, 1264]
solution-text: Έχουν δύο ζυγαριές, 8 Α' κοιτάζει το μέρος ζυγαριάς 20.000 και Β' 30.000 δραχμάς. [419, 953, 615, 991]
crossword-cell[interactable] [629, 1264, 646, 1281]
section-title-line2: ΚΑΙ Ο ΚΟΣΜΟΣ [103, 74, 334, 109]
bottom-serial [27, 1833, 1000, 2313]
serial-continued: (Συνεχίζεται) [915, 2017, 984, 2029]
excursions-header: ΕΚΔΡΟΜΙΚΗ ΚΙΝΗΣΙΣ [1207, 423, 1548, 458]
serial-continued: ΑΥΡΙΟΝ: Η συνέχεια [1438, 1376, 1543, 1388]
crossword-cell[interactable] [779, 1264, 796, 1281]
arts-title: Γράμματα καί Τέχναι [627, 137, 1000, 176]
sunday-label: Τήν Κυριακήν [1207, 466, 1314, 482]
down-clues: 1) Εγκάρσιος. 2) Φρούτον. 3) Πρόθεσις. 4) Μήνες. 5) Αδελφή. 6) Ποταμός. 7) Έχει κατά κανόνα. 8) Τόνος. 9) Άρθρον. [808, 1214, 1000, 1264]
crossword-cell[interactable] [779, 1298, 796, 1314]
walks-label: Περίπατοι [1382, 580, 1460, 597]
episode-number: 63ον [501, 1935, 526, 1946]
crossword-cell[interactable] [629, 1198, 646, 1214]
daily-subtitle: ΟΙ ΔΙΔΥΜΟΙ [482, 828, 553, 842]
crossword-cell[interactable] [746, 1331, 762, 1348]
armed-forces-text: 6.30 Δημοτικά τραγούδια. 7.30 Ειδήσεις. 9.00 Στρατιωτικά εμβατήρια. 12.00 Ειδήσεις. 14.00 Ελληνικά τραγούδια. 17.00 Ψυχαγωγία. 19.30 Ειδήσεις. 21.00 Ο κόσμος της μουσικής. 23.00 Ειδήσεις. [1382, 954, 1548, 1042]
